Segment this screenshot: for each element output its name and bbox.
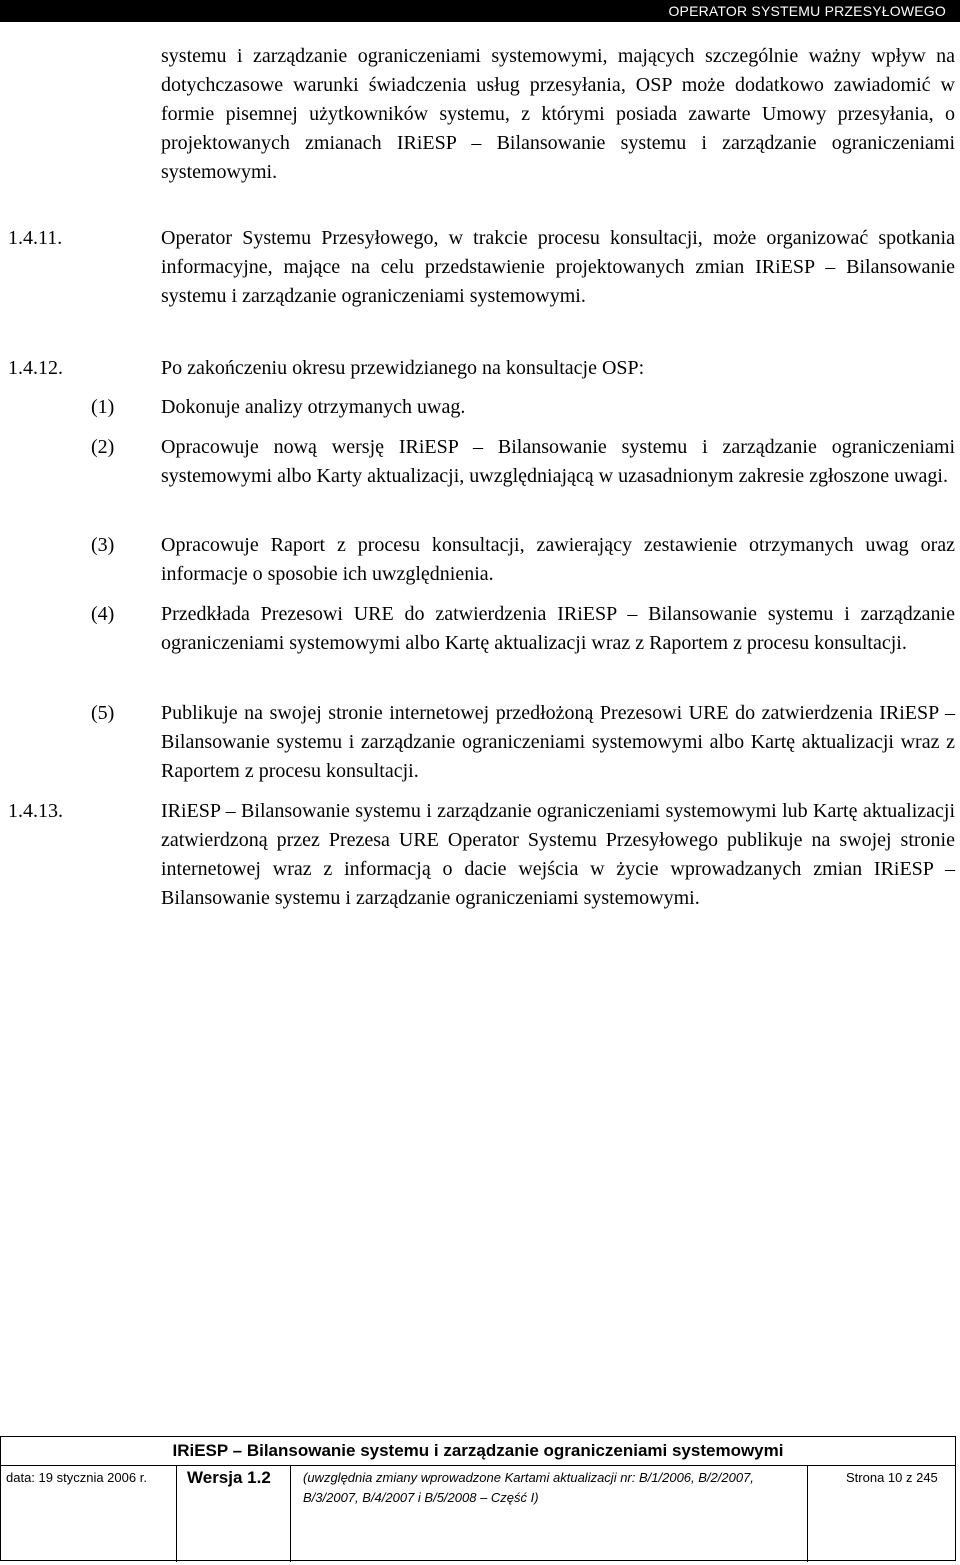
section-text: IRiESP – Bilansowanie systemu i zarządzanie ograniczeniami systemowymi lub Kartę aktualizacji zatwierdzoną przez Prezesa URE Operator Systemu Przesyłowego publikuje na swojej stronie internetowej wraz z informacją o dacie wejścia w życie wprowadzanych zmian IRiESP – Bilansowanie systemu i zarządzanie ograniczeniami systemowymi. — [161, 800, 955, 909]
footer-note: (uwzględnia zmiany wprowadzone Kartami aktualizacji nr: B/1/2006, B/2/2007, B/3/2007, B/4/2007 i B/5/2008 – Część I) — [291, 1466, 808, 1562]
footer-date: data: 19 stycznia 2006 r. — [0, 1466, 177, 1562]
footer-info-row — [0, 1465, 956, 1561]
footer-version: Wersja 1.2 — [177, 1466, 291, 1562]
section-text: Operator Systemu Przesyłowego, w trakcie procesu konsultacji, może organizować spotkania informacyjne, mające na celu przedstawienie projektowanych zmian IRiESP – Bilansowanie systemu i zarządzanie ograniczeniami systemowymi. — [161, 227, 955, 307]
list-item-text: Publikuje na swojej stronie internetowej przedłożoną Prezesowi URE do zatwierdzenia IRiESP – Bilansowanie systemu i zarządzanie ograniczeniami systemowymi albo Kartę aktualizacji wraz z Raportem z procesu konsultacji. — [161, 702, 955, 782]
list-item-number: (4) — [91, 603, 115, 625]
footer-page-number: Strona 10 z 245 — [846, 1470, 938, 1485]
header-title: OPERATOR SYSTEMU PRZESYŁOWEGO — [668, 3, 946, 19]
page-header-bar — [0, 0, 960, 22]
list-item-text: Dokonuje analizy otrzymanych uwag. — [161, 396, 466, 418]
list-item-number: (3) — [91, 534, 115, 556]
footer-title: IRiESP – Bilansowanie systemu i zarządzanie ograniczeniami systemowymi — [172, 1441, 784, 1460]
list-item-text: Opracowuje Raport z procesu konsultacji, zawierający zestawienie otrzymanych uwag oraz informacje o sposobie ich uwzględnienia. — [161, 534, 955, 585]
list-item-text: Opracowuje nową wersję IRiESP – Bilansowanie systemu i zarządzanie ograniczeniami systemowymi albo Karty aktualizacji, uwzględniającą w uzasadnionym zakresie zgłoszone uwagi. — [161, 436, 955, 487]
section-number: 1.4.13. — [8, 800, 63, 822]
list-item-number: (2) — [91, 436, 115, 458]
section-number: 1.4.12. — [8, 357, 63, 379]
list-item-number: (5) — [91, 702, 115, 724]
section-number: 1.4.11. — [8, 227, 63, 249]
list-item-text: Przedkłada Prezesowi URE do zatwierdzenia IRiESP – Bilansowanie systemu i zarządzanie ograniczeniami systemowymi albo Kartę aktualizacji wraz z Raportem z procesu konsultacji. — [161, 603, 955, 654]
section-text: Po zakończeniu okresu przewidzianego na konsultacje OSP: — [161, 357, 645, 379]
list-item-number: (1) — [91, 396, 115, 418]
intro-paragraph: systemu i zarządzanie ograniczeniami systemowymi, mających szczególnie ważny wpływ na dotychczasowe warunki świadczenia usług przesyłania, OSP może dodatkowo zawiadomić w formie pisemnej użytkowników systemu, z którymi posiada zawarte Umowy przesyłania, o projektowanych zmianach IRiESP – Bilansowanie systemu i zarządzanie ograniczeniami systemowymi. — [161, 45, 955, 183]
